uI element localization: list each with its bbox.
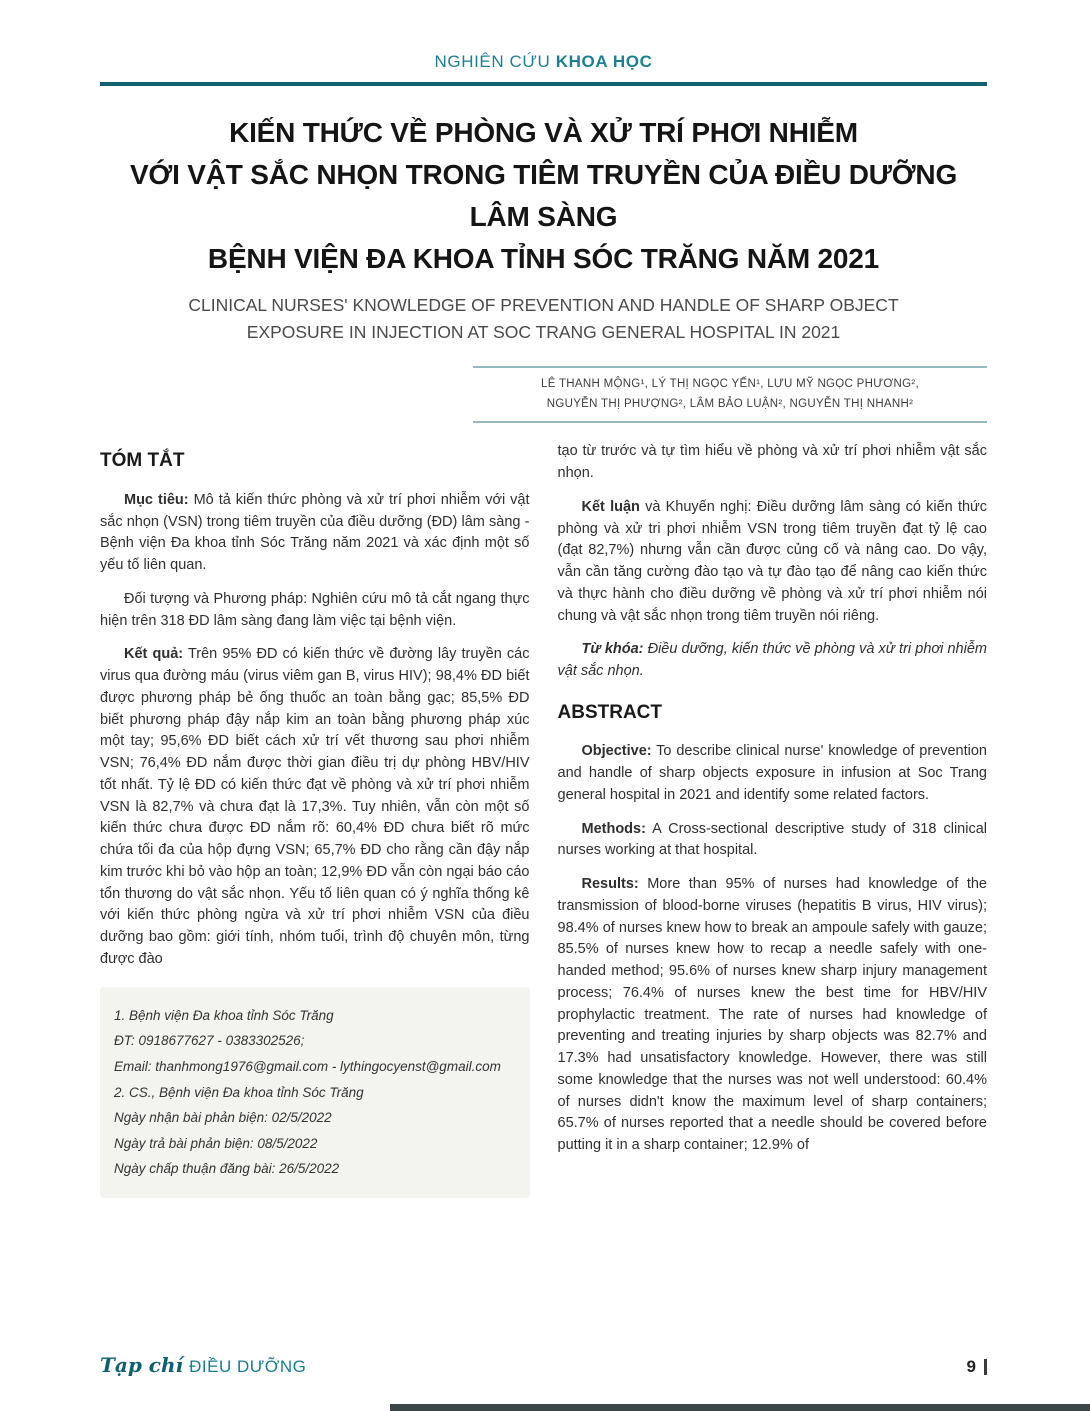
paragraph-text: tạo từ trước và tự tìm hiểu về phòng và xử trí phơi nhiễm vật sắc nhọn. <box>557 443 987 482</box>
journal-logo-script: Tạp chí <box>100 1353 184 1377</box>
abstract-heading: ABSTRACT <box>557 701 662 723</box>
page-number <box>967 1357 987 1377</box>
title-en-line2: EXPOSURE IN INJECTION AT SOC TRANG GENERAL HOSPITAL IN 2021 <box>246 322 841 343</box>
footnote-email: Email: thanhmong1976@gmail.com - lythingocyenst@gmail.com <box>114 1058 501 1074</box>
footnote-date-reviewed: Ngày trả bài phản biện: 08/5/2022 <box>114 1135 318 1151</box>
paragraph-lead: Kết quả: <box>124 646 184 663</box>
title-vi-line1: KIẾN THỨC VỀ PHÒNG VÀ XỬ TRÍ PHƠI NHIỄM <box>229 117 858 148</box>
article-title-en <box>100 292 987 346</box>
title-vi-line3: BỆNH VIỆN ĐA KHOA TỈNH SÓC TRĂNG NĂM 2021 <box>207 243 880 274</box>
keywords-paragraph <box>558 639 988 683</box>
continuation-paragraph <box>558 441 988 485</box>
title-vi-line2: VỚI VẬT SẮC NHỌN TRONG TIÊM TRUYỀN CỦA ĐIỀU DƯỠNG LÂM SÀNG <box>129 159 958 232</box>
footnote-affiliation-1: 1. Bệnh viện Đa khoa tỉnh Sóc Trăng <box>114 1007 334 1023</box>
footnote-box <box>100 987 530 1198</box>
body-columns <box>100 441 987 1198</box>
tom-tat-methods-paragraph <box>100 589 530 633</box>
page-number-value: 9 <box>966 1357 976 1376</box>
page-footer <box>100 1353 987 1377</box>
bottom-edge-strip <box>390 1404 1090 1411</box>
abstract-objective-paragraph <box>558 741 988 806</box>
paragraph-text: A Cross-sectional descriptive study of 318 clinical nurses working at that hospital. <box>557 820 987 859</box>
authors-line2: NGUYỄN THỊ PHƯỢNG², LÂM BẢO LUẬN², NGUYỄN THỊ NHANH² <box>546 397 914 410</box>
abstract-methods-paragraph <box>558 819 988 863</box>
paragraph-text: To describe clinical nurse' knowledge of prevention and handle of sharp objects exposure in infusion at Soc Trang general hospital in 2021 and identify some related factors. <box>557 743 987 803</box>
article-title-vi <box>100 112 987 280</box>
tom-tat-heading: TÓM TẮT <box>100 450 185 472</box>
journal-logo <box>100 1353 306 1377</box>
tom-tat-objective-paragraph <box>100 490 530 577</box>
paragraph-lead: Objective: <box>581 743 652 760</box>
keywords-lead: Từ khóa: <box>581 641 644 658</box>
paragraph-lead: Kết luận <box>581 498 640 515</box>
abstract-results-paragraph <box>558 874 988 1157</box>
running-head-bold: KHOA HỌC <box>555 52 653 71</box>
paragraph-text: Nghiên cứu mô tả cắt ngang thực hiện trên 318 ĐD lâm sàng đang làm việc tại bệnh viện. <box>100 590 530 629</box>
paragraph-lead: Results: <box>581 876 639 893</box>
footnote-date-accepted: Ngày chấp thuận đăng bài: 26/5/2022 <box>114 1161 340 1177</box>
author-block <box>473 366 987 423</box>
running-head <box>100 0 987 72</box>
conclusion-paragraph <box>558 497 988 628</box>
paragraph-text: Trên 95% ĐD có kiến thức về đường lây truyền các virus qua đường máu (virus viêm gan B, virus HIV); 98,4% ĐD biết được phương pháp bẻ ống thuốc an toàn bằng gạc; 85,5% ĐD biết phương pháp đậy nắp kim an toàn bằng phương pháp xúc một tay; 95,6% ĐD biết cách xử trí vết thương sau phơi nhiễm VSN; 76,4% ĐD nắm được thời gian điều trị dự phòng HBV/HIV tốt nhất. Tỷ lệ ĐD có kiến thức đạt về phòng và xử trí phơi nhiễm VSN là 82,7% và chưa đạt là 17,3%. Tuy nhiên, vẫn còn một số kiến thức chưa được ĐD nắm rõ: 60,4% ĐD chưa biết rõ mức chứa tối đa của hộp đựng VSN; 65,7% ĐD cho rằng cần đậy nắp kim trước khi bỏ vào hộp an toàn; 12,9% ĐD vẫn còn ngại báo cáo tổn thương do vật sắc nhọn. Yếu tố liên quan có ý nghĩa thống kê với kiến thức phòng ngừa và xử trí phơi nhiễm VSN của điều dưỡng bao gồm: giới tính, nhóm tuổi, trình độ chuyên môn, từng được đào <box>100 646 530 967</box>
paragraph-lead: Methods: <box>581 820 646 837</box>
page-content <box>100 0 987 1198</box>
paragraph-text: Mô tả kiến thức phòng và xử trí phơi nhiễm với vật sắc nhọn (VSN) trong tiêm truyền của điều dưỡng (ĐD) lâm sàng - Bệnh viện Đa khoa tỉnh Sóc Trăng năm 2021 và xác định một số yếu tố liên quan. <box>100 491 530 574</box>
paragraph-lead-rest: và Khuyến nghị: <box>639 498 752 515</box>
title-en-line1: CLINICAL NURSES' KNOWLEDGE OF PREVENTION AND HANDLE OF SHARP OBJECT <box>188 295 899 315</box>
tom-tat-results-paragraph <box>100 644 530 970</box>
paragraph-lead: Mục tiêu: <box>124 491 189 508</box>
footnote-phone: ĐT: 0918677627 - 0383302526; <box>114 1033 305 1049</box>
running-head-regular: NGHIÊN CỨU <box>434 52 551 71</box>
footnote-date-received: Ngày nhận bài phản biện: 02/5/2022 <box>114 1110 332 1126</box>
page-number-divider <box>984 1359 987 1375</box>
paragraph-text: More than 95% of nurses had knowledge of the transmission of blood-borne viruses (hepatitis B virus, HIV virus); 98.4% of nurses knew how to break an ampoule safely with gauze; 85.5% of nurses knew how to recap a needle safely with one-handed method; 95.6% of nurses knew sharp injury management process; 76.4% of nurses knew the best time for HBV/HIV prophylactic treatment. The rate of nurses had knowledge of preventing and treating injuries by sharp objects was 82.7% and 17.3% had unsatisfactory knowledge. However, there was still some knowledge that the nurses was not well understood: 60.4% of nurses didn't know the maximum level of sharp containers; 65.7% of nurses reported that a needle should be covered before putting it in a sharp container; 12.9% of <box>557 876 987 1154</box>
header-rule <box>100 82 987 86</box>
keywords-text: Điều dưỡng, kiến thức về phòng và xử tri phơi nhiễm vật sắc nhọn. <box>557 641 987 680</box>
paragraph-lead: Đối tượng và Phương pháp: <box>124 590 308 607</box>
journal-logo-name: ĐIỀU DƯỠNG <box>189 1357 307 1376</box>
footnote-affiliation-2: 2. CS., Bệnh viện Đa khoa tỉnh Sóc Trăng <box>114 1084 364 1100</box>
left-column <box>100 441 530 1198</box>
right-column <box>558 441 988 1198</box>
authors-line1: LÊ THANH MỘNG¹, LÝ THỊ NGỌC YẾN¹, LƯU MỸ NGỌC PHƯƠNG², <box>541 378 919 391</box>
paragraph-text: Điều dưỡng lâm sàng có kiến thức phòng và xử tri phơi nhiễm VSN trong tiêm truyền đạt tỷ lệ cao (đạt 82,7%) nhưng vẫn cần được củng cố và nâng cao. Do vậy, vẫn cần tăng cường đào tạo và tự đào tạo để nâng cao kiến thức và thực hành cho điều dưỡng về phòng và xử trí phơi nhiễm nói chung và vật sắc nhọn trong tiêm truyền nói riêng. <box>557 498 987 624</box>
